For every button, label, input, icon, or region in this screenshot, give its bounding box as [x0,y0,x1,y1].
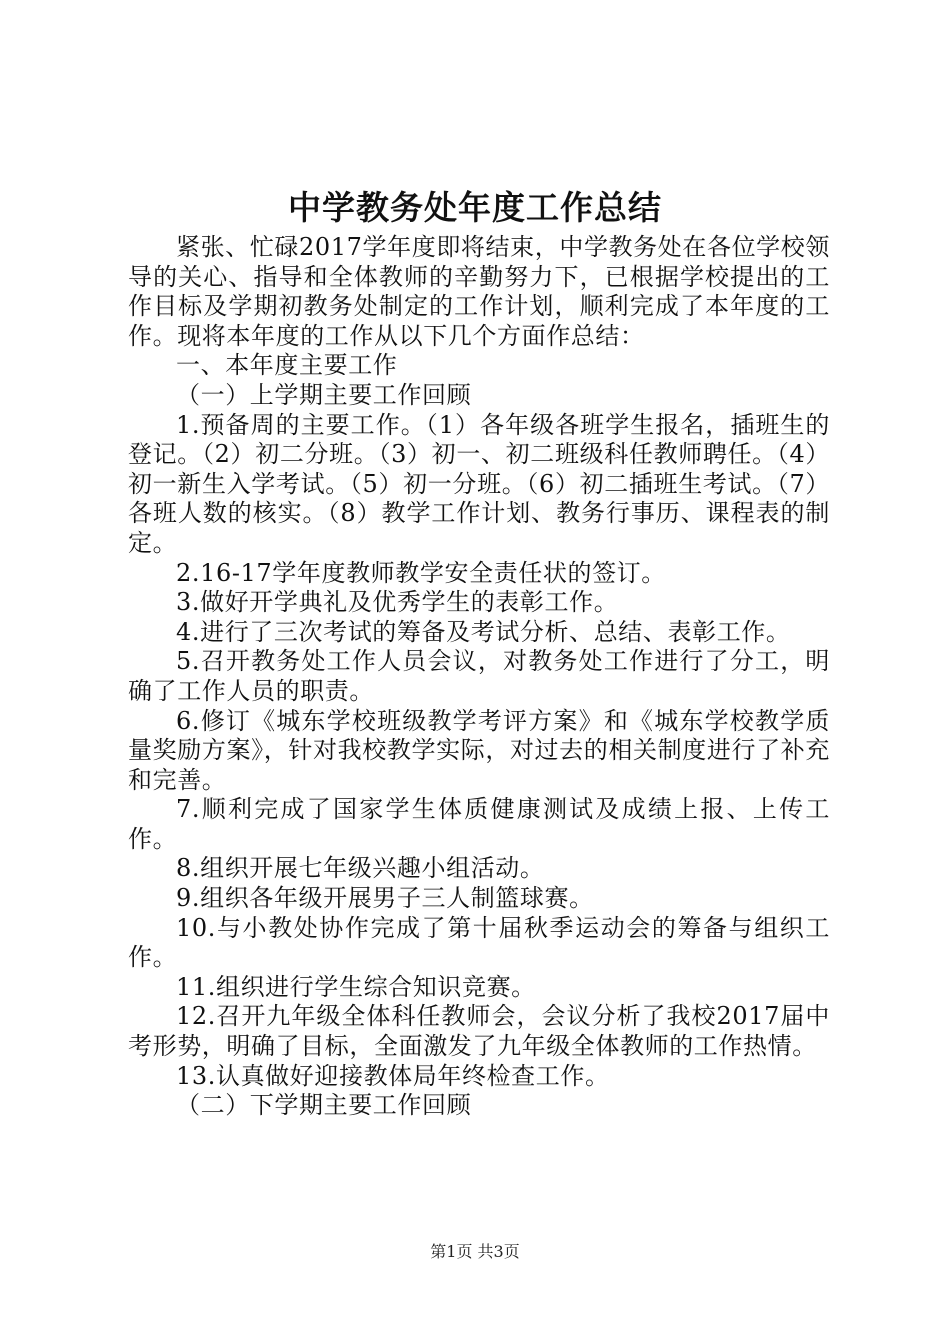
list-item: 4.进行了三次考试的筹备及考试分析、总结、表彰工作。 [176,617,791,646]
list-item: 11.组织进行学生综合知识竞赛。 [176,972,536,1001]
section-heading-1: 一、本年度主要工作 [176,351,398,380]
subsection-heading-1: （一）上学期主要工作回顾 [176,380,472,409]
list-item: 13.认真做好迎接教体局年终检查工作。 [176,1061,610,1090]
paragraph-intro: 紧张、忙碌2017学年度即将结束，中学教务处在各位学校领导的关心、指导和全体教师的辛勤努力下，已根据学校提出的工作目标及学期初教务处制定的工作计划，顺利完成了本年度的工作。现将本年度的工作从以下几个方面作总结： [128,233,830,350]
subsection-heading-2: （二）下学期主要工作回顾 [176,1091,472,1120]
list-item: 12.召开九年级全体科任教师会，会议分析了我校2017届中考形势，明确了目标，全面激发了九年级全体教师的工作热情。 [128,1002,830,1061]
list-item: 8.组织开展七年级兴趣小组活动。 [176,854,545,883]
list-item: 2.16-17学年度教师教学安全责任状的签订。 [176,558,666,587]
document-title: 中学教务处年度工作总结 [288,188,662,227]
list-item: 1.预备周的主要工作。（1）各年级各班学生报名，插班生的登记。（2）初二分班。（3）初一、初二班级科任教师聘任。（4）初一新生入学考试。（5）初一分班。（6）初二插班生考试。（7）各班人数的核实。（8）教学工作计划、教务行事历、课程表的制定。 [128,410,830,557]
list-item: 6.修订《城东学校班级教学考评方案》和《城东学校教学质量奖励方案》，针对我校教学实际，对过去的相关制度进行了补充和完善。 [128,706,830,794]
list-item: 9.组织各年级开展男子三人制篮球赛。 [176,884,594,913]
list-item: 7.顺利完成了国家学生体质健康测试及成绩上报、上传工作。 [128,795,830,853]
document-body [128,233,830,1121]
list-item: 10.与小教处协作完成了第十届秋季运动会的筹备与组织工作。 [128,913,830,972]
page-footer: 第1页 共3页 [430,1242,520,1261]
list-item: 3.做好开学典礼及优秀学生的表彰工作。 [176,588,619,617]
list-item: 5.召开教务处工作人员会议，对教务处工作进行了分工，明确了工作人员的职责。 [128,647,830,705]
